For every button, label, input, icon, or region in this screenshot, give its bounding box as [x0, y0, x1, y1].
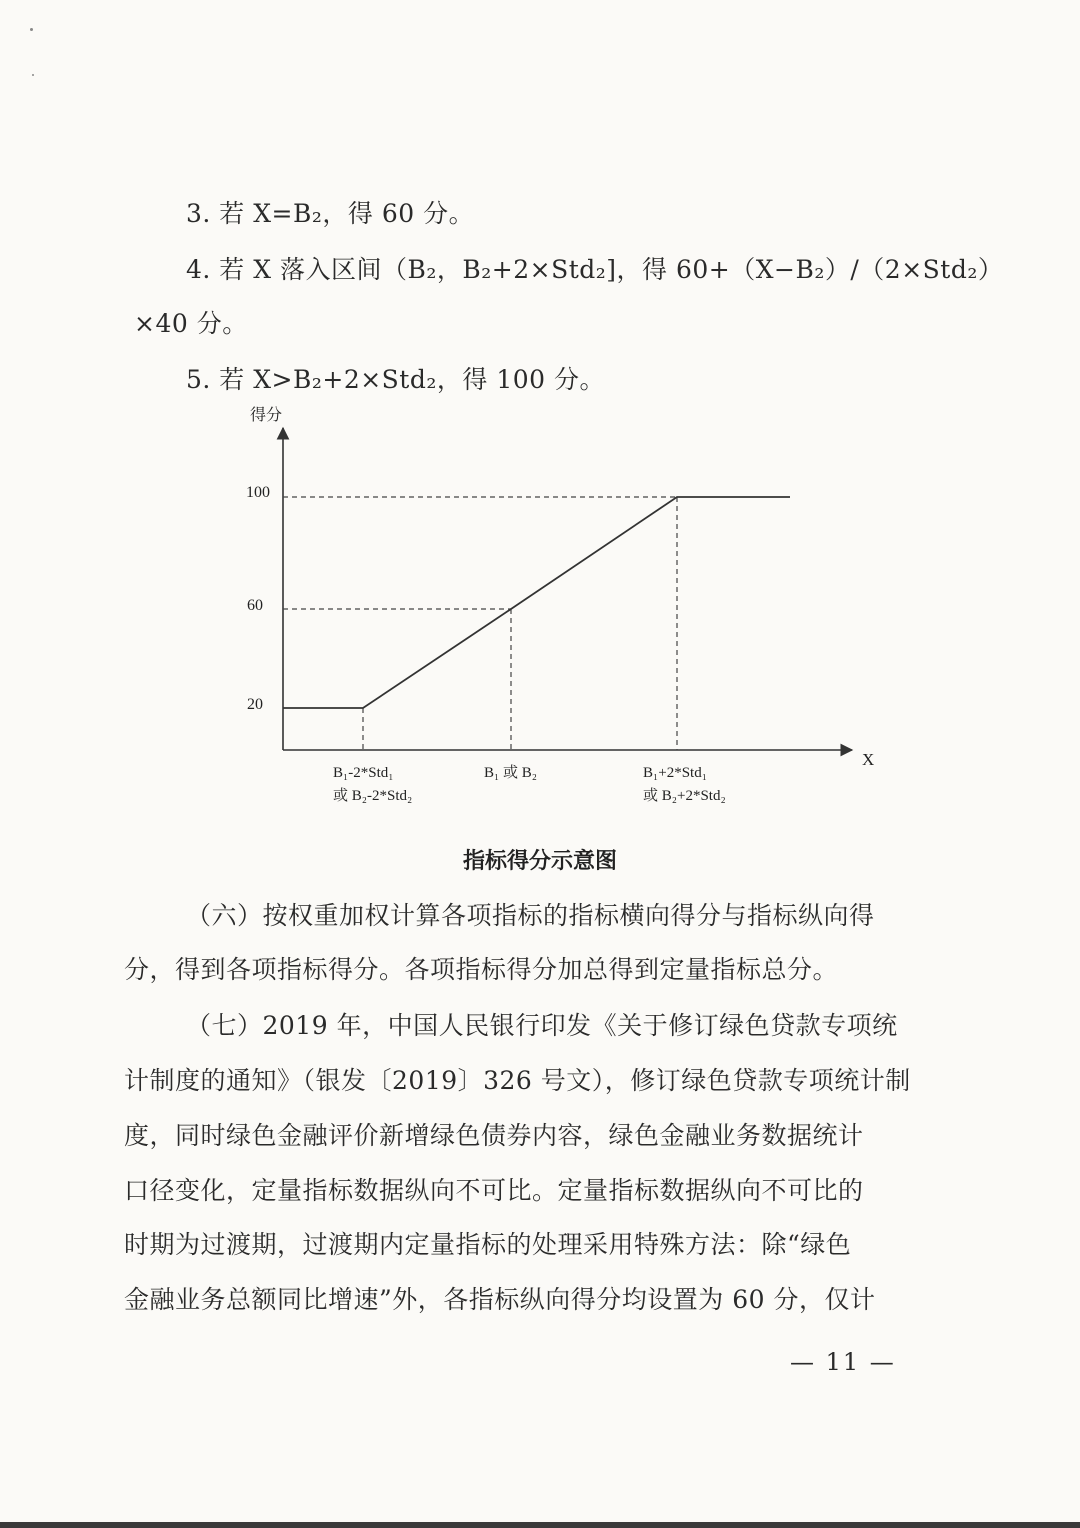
scan-edge: [0, 1522, 1080, 1528]
score-line: [283, 497, 790, 708]
y-tick-label: 20: [247, 696, 263, 713]
x-tick-label: B₁-2*Std₁: [333, 765, 394, 781]
paragraph-line: ×40 分。: [134, 309, 248, 338]
y-axis-label: 得分: [250, 407, 283, 424]
x-axis-label: X: [862, 750, 875, 769]
y-tick-label: 100: [246, 484, 270, 501]
paragraph-line: （七）2019 年，中国人民银行印发《关于修订绿色贷款专项统: [186, 1011, 898, 1040]
paragraph-line: 3. 若 X=B₂，得 60 分。: [186, 199, 475, 228]
x-tick-label: 或 B₂+2*Std₂: [643, 788, 726, 804]
paragraph-line: （六）按权重加权计算各项指标的指标横向得分与指标纵向得: [186, 901, 875, 930]
x-tick-label: B₁+2*Std₁: [643, 765, 707, 781]
x-tick-label: 或 B₂-2*Std₂: [333, 788, 413, 804]
paragraph-line: 金融业务总额同比增速”外，各指标纵向得分均设置为 60 分，仅计: [124, 1285, 876, 1314]
paragraph-line: 口径变化，定量指标数据纵向不可比。定量指标数据纵向不可比的: [124, 1176, 864, 1205]
paragraph-line: 5. 若 X>B₂+2×Std₂，得 100 分。: [186, 365, 605, 394]
paragraph-line: 时期为过渡期，过渡期内定量指标的处理采用特殊方法：除“绿色: [124, 1230, 852, 1259]
paragraph-line: 度，同时绿色金融评价新增绿色债券内容，绿色金融业务数据统计: [124, 1121, 864, 1150]
figure-caption: 指标得分示意图: [462, 849, 617, 874]
paragraph-line: 4. 若 X 落入区间（B₂，B₂+2×Std₂]，得 60+（X−B₂）/（2×Std₂）: [186, 255, 1004, 284]
page-number: — 11 —: [790, 1348, 896, 1376]
paragraph-line: 计制度的通知》（银发〔2019〕326 号文），修订绿色贷款专项统计制: [124, 1066, 911, 1095]
x-tick-label: B₁ 或 B₂: [484, 765, 537, 781]
paragraph-line: 分，得到各项指标得分。各项指标得分加总得到定量指标总分。: [124, 955, 839, 984]
y-tick-label: 60: [247, 597, 263, 614]
